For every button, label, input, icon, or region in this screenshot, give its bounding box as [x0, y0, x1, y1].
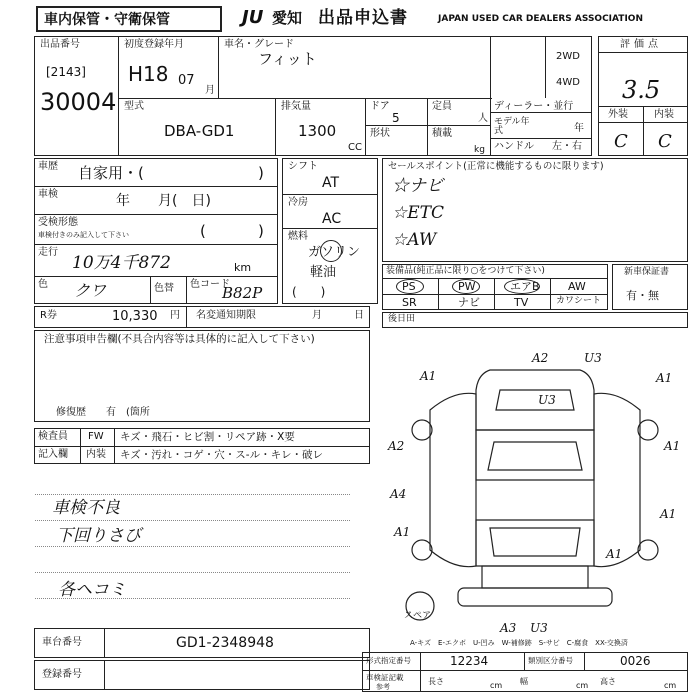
- ac-value: AC: [322, 211, 342, 227]
- note-inspection-fail: 車検不良: [52, 498, 120, 518]
- equip-pw-circle: [452, 279, 480, 294]
- color-value: クワ: [74, 281, 107, 300]
- history-value: 自家用・(: [78, 164, 144, 182]
- dealer-year-unit: 年: [574, 123, 584, 134]
- chassis-label: 車台番号: [42, 637, 82, 648]
- sales-label: セールスポイント(正常に機能するものに限ります): [388, 161, 604, 172]
- history-close: ): [258, 164, 264, 182]
- receipt-label: 受検形態: [38, 217, 78, 228]
- damage-mark-front-u3: U3: [584, 351, 602, 365]
- fuel-paren: ( ): [292, 285, 326, 299]
- form-title: 出品申込書: [318, 8, 408, 28]
- vehicle-size-width: 幅: [520, 677, 528, 686]
- change-notice-day: 日: [354, 310, 364, 321]
- color-change: 色替: [154, 283, 174, 294]
- lot-number: 30004: [40, 88, 117, 116]
- displacement-label: 排気量: [281, 101, 311, 112]
- lot-sub: [2143]: [46, 65, 86, 79]
- shift-value: AT: [322, 175, 340, 191]
- first-reg-year: H18: [128, 62, 169, 86]
- vehicle-size-height: 高さ: [600, 677, 616, 686]
- load-label: 積載: [432, 128, 452, 139]
- inspector-row2-tag: 内装: [86, 449, 106, 460]
- equip-sr: SR: [402, 296, 417, 309]
- storage-label: 車内保管・守衛保管: [44, 12, 170, 28]
- drive-4wd: 4WD: [556, 77, 580, 88]
- score-int-label: 内装: [654, 109, 674, 120]
- inspector-label-2: 記入欄: [38, 449, 68, 460]
- ac-label: 冷房: [288, 197, 308, 208]
- equip-leather: カワシート: [556, 296, 602, 306]
- doors-value: 5: [392, 111, 400, 125]
- class-number-label: 類別区分番号: [528, 656, 573, 665]
- warranty-label: 新車保証書: [624, 267, 670, 277]
- ju-logo: JU: [242, 7, 264, 28]
- sales-item-etc: ☆ETC: [392, 203, 444, 223]
- notes-repair: 修復歴 有 (箇所: [56, 407, 150, 418]
- mileage-unit: km: [234, 261, 252, 274]
- score-ext: C: [614, 131, 628, 152]
- damage-mark-rear-a1: A1: [606, 547, 623, 561]
- sales-item-aw: ☆AW: [392, 230, 437, 250]
- equip-pw: PW: [458, 280, 476, 293]
- chassis-value: GD1-2348948: [176, 635, 274, 651]
- org-name: 愛知: [272, 9, 303, 27]
- score-ext-label: 外装: [608, 109, 628, 120]
- damage-mark-left-rear-a1: A1: [394, 525, 411, 539]
- first-reg-month: 07: [178, 73, 195, 88]
- mileage-value: 10万4千872: [72, 253, 171, 273]
- registration-box: [34, 660, 370, 690]
- capacity-label: 定員: [432, 101, 452, 112]
- receipt-open: (: [200, 222, 206, 240]
- damage-mark-front-a2: A2: [532, 351, 549, 365]
- score-overall: 3.5: [622, 76, 661, 104]
- color-code: B82P: [222, 284, 263, 302]
- dealer-label: ディーラー・並行: [494, 101, 574, 112]
- later-date-label: 後日田: [388, 314, 416, 324]
- color-label: 色: [38, 279, 48, 290]
- equip-airbag-circle: [504, 279, 540, 294]
- vehicle-size-width-unit: cm: [576, 681, 589, 690]
- inspection-label: 車検: [38, 189, 58, 200]
- storage-box: [36, 6, 222, 32]
- registration-label: 登録番号: [42, 669, 82, 680]
- model-label: 車名・グレード: [224, 39, 294, 50]
- equip-aw: AW: [568, 280, 586, 293]
- displacement-value: 1300: [298, 122, 337, 140]
- equip-navi: ナビ: [458, 296, 480, 309]
- note-underbody-rust: 下回りさび: [56, 526, 141, 546]
- fuel-gas: ガソリン: [308, 245, 361, 260]
- dealer-handle: ハンドル: [494, 141, 534, 152]
- vehicle-size-length: 長さ: [428, 677, 444, 686]
- mileage-label: 走行: [38, 247, 58, 258]
- first-reg-month-unit: 月: [205, 85, 215, 96]
- first-reg-label: 初度登録年月: [124, 39, 184, 50]
- inspector-row1-text: キズ・飛石・ヒビ割・リペア跡・X要: [120, 431, 295, 443]
- model-designation-value: 12234: [450, 654, 489, 668]
- dealer-model-year: モデル年式: [494, 117, 530, 136]
- model-designation-label: 形式指定番号: [366, 656, 411, 665]
- equip-ps-circle: [396, 279, 424, 294]
- receipt-close: ): [258, 222, 264, 240]
- type-label: 型式: [124, 101, 144, 112]
- receipt-note: 車検付きのみ記入して下さい: [38, 231, 129, 239]
- lot-label: 出品番号: [40, 39, 80, 50]
- vehicle-size-height-unit: cm: [664, 681, 677, 690]
- damage-mark-right-a1: A1: [664, 439, 681, 453]
- fuel-diesel: 軽油: [310, 265, 337, 280]
- doors-label: ドア: [370, 101, 390, 112]
- score-label: 評価点: [620, 39, 662, 50]
- equip-airbag: エアB: [510, 280, 540, 293]
- inspection-text: 年 月( 日): [116, 193, 211, 209]
- damage-mark-right-rear-a1: A1: [660, 507, 677, 521]
- vehicle-size-sub: 参考: [376, 683, 390, 691]
- damage-legend: A-キズ E-エクボ U-凹み W-補修跡 S-サビ C-腐食 XX-交換済: [410, 639, 628, 647]
- fuel-label: 燃料: [288, 231, 308, 242]
- notes-label: 注意事項申告欄(不具合内容等は具体的に記入して下さい): [44, 333, 315, 345]
- damage-mark-left-a2: A2: [388, 439, 405, 453]
- change-notice-label: 名変通知期限: [196, 310, 256, 321]
- damage-mark-left-a4: A4: [390, 487, 407, 501]
- note-dents: 各ヘコミ: [58, 580, 126, 600]
- tax-label: R券: [40, 310, 57, 321]
- inspector-label-1: 検査員: [38, 431, 68, 442]
- shift-label: シフト: [288, 161, 318, 172]
- load-unit: kg: [474, 145, 485, 155]
- damage-mark-bumper-u3: U3: [530, 621, 548, 635]
- displacement-unit: CC: [348, 142, 362, 153]
- vehicle-size-length-unit: cm: [490, 681, 503, 690]
- tax-value: 10,330: [112, 309, 158, 324]
- sales-item-navi: ☆ナビ: [392, 176, 443, 196]
- equip-ps: PS: [402, 280, 416, 293]
- inspector-row2-text: キズ・汚れ・コゲ・穴・ス-ル・キレ・破レ: [120, 449, 323, 461]
- tax-unit: 円: [170, 310, 180, 321]
- capacity-unit: 人: [478, 113, 488, 124]
- dealer-handle-opts: 左・右: [552, 141, 582, 152]
- damage-mark-bumper-a3: A3: [500, 621, 517, 635]
- warranty-value: 有・無: [626, 289, 659, 302]
- equipment-label: 装備品(純正品に限り○をつけて下さい): [386, 266, 545, 276]
- equip-tv: TV: [514, 296, 529, 309]
- model-name: フィット: [258, 50, 317, 68]
- vehicle-size-label: 車検証記載: [366, 673, 404, 682]
- color-code-label: 色コード: [190, 279, 230, 290]
- org-en: JAPAN USED CAR DEALERS ASSOCIATION: [438, 14, 643, 24]
- inspector-row1-tag: FW: [88, 431, 104, 442]
- damage-mark-roof-u3: U3: [538, 393, 556, 407]
- spare-label: スペア: [404, 611, 432, 621]
- damage-mark-right-front-a1: A1: [656, 371, 673, 385]
- damage-mark-left-front-a1: A1: [420, 369, 437, 383]
- score-int: C: [658, 131, 672, 152]
- history-label: 車歴: [38, 161, 58, 172]
- type-value: DBA-GD1: [164, 122, 235, 140]
- later-date-box: [382, 312, 688, 328]
- shape-label: 形状: [370, 128, 390, 139]
- fuel-gas-circle: [320, 240, 342, 262]
- change-notice-month: 月: [312, 310, 322, 321]
- class-number-value: 0026: [620, 654, 651, 668]
- drive-2wd: 2WD: [556, 51, 580, 62]
